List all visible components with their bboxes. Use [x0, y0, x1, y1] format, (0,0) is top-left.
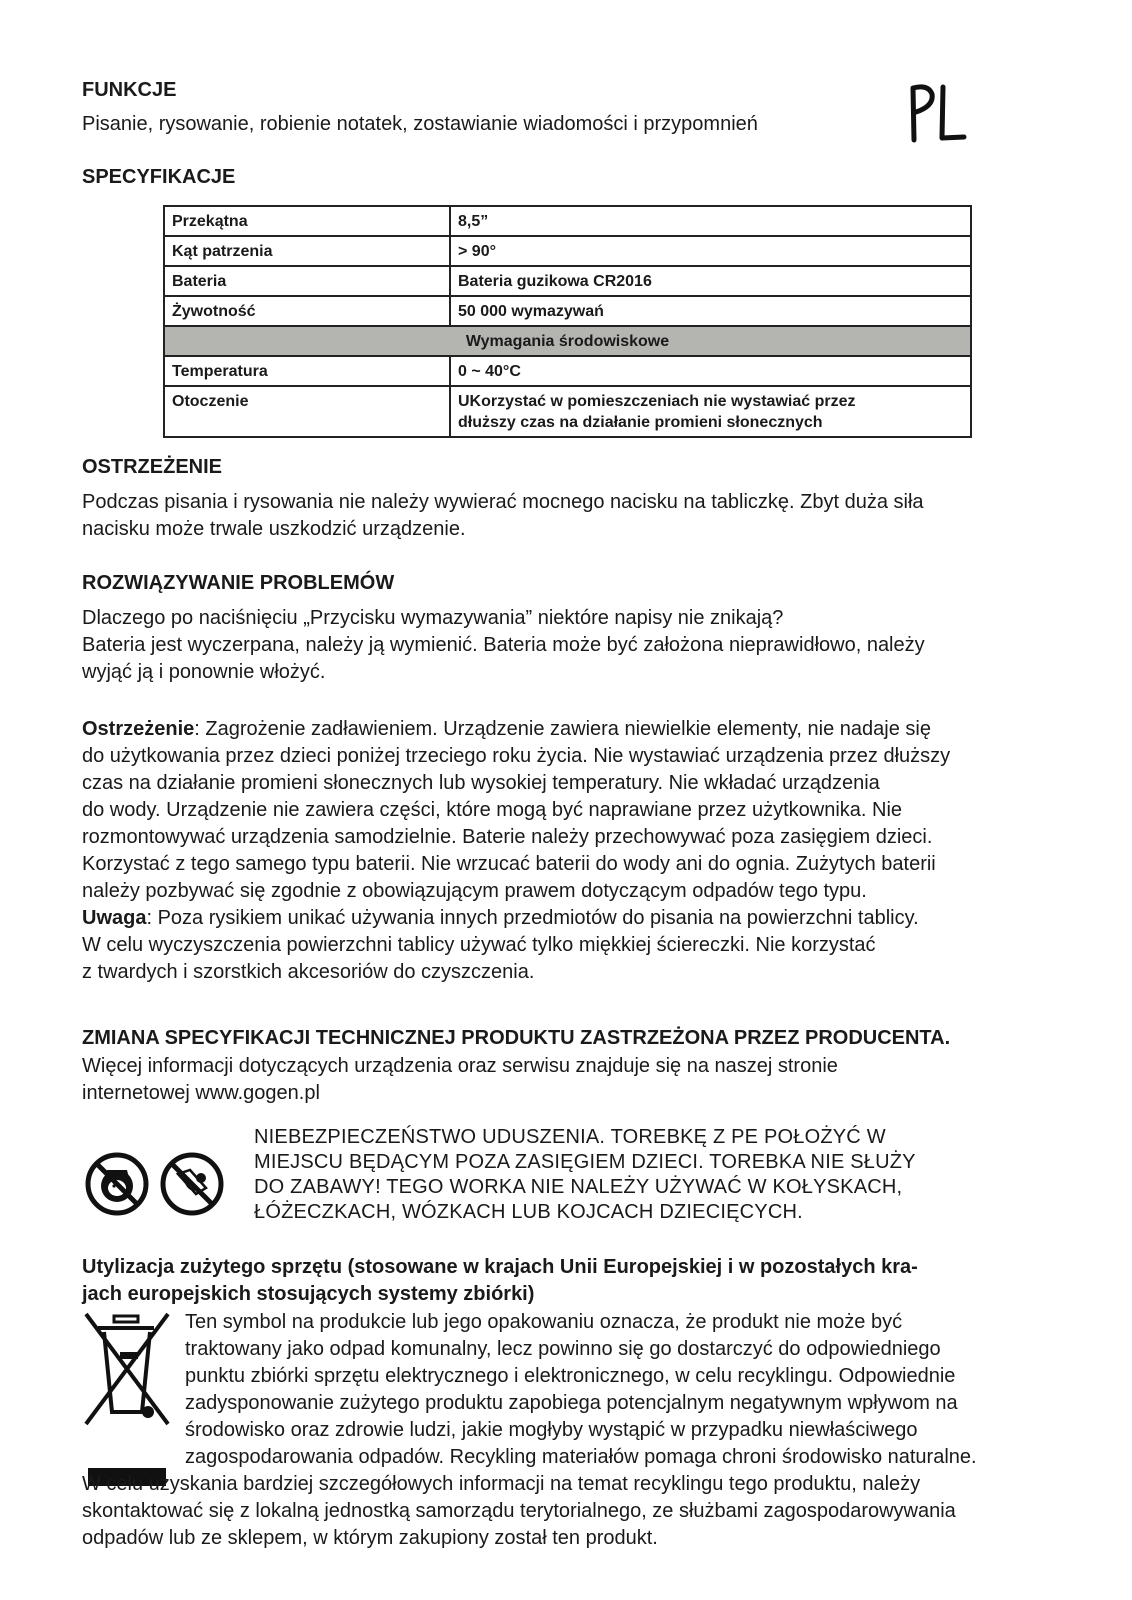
suffocation-line: DO ZABAWY! TEGO WORKA NIE NALEŻY UŻYWAĆ W KOŁYSKACH, [254, 1176, 903, 1198]
suffocation-line: NIEBEZPIECZEŃSTWO UDUSZENIA. TOREBKĘ Z PE POŁOŻYĆ W [254, 1126, 886, 1148]
spec-value-line: dłuższy czas na działanie promieni słonecznych [458, 414, 823, 431]
disposal-heading-line: jach europejskich stosujących systemy zbiórki) [82, 1283, 535, 1305]
disposal-line: punktu zbiórki sprzętu elektrycznego i elektronicznego, w celu recyklingu. Odpowiednie [185, 1365, 956, 1387]
spec-table [163, 205, 972, 438]
suffocation-line: MIEJSCU BĘDĄCYM POZA ZASIĘGIEM DZIECI. TOREBKA NIE SŁUŻY [254, 1151, 916, 1173]
spec-label: Żywotność [164, 296, 450, 326]
caution-line: czas na działanie promieni słonecznych lub wysokiej temperatury. Nie wkładać urządzenia [82, 772, 880, 794]
note-line [82, 905, 1102, 932]
note-line: W celu wyczyszczenia powierzchni tablicy używać tylko miękkiej ściereczki. Nie korzystać [82, 934, 876, 956]
spec-change-line: internetowej www.gogen.pl [82, 1082, 320, 1104]
caution-text: : Zagrożenie zadławieniem. Urządzenie zawiera niewielkie elementy, nie nadaje się [194, 718, 931, 740]
disposal-tail-line: W celu uzyskania bardziej szczegółowych informacji na temat recyklingu tego produktu, należy [82, 1473, 921, 1495]
spec-value: > 90° [450, 236, 971, 266]
spec-label: Otoczenie [164, 386, 450, 437]
spec-change-line: Więcej informacji dotyczących urządzenia oraz serwisu znajduje się na naszej stronie [82, 1055, 838, 1077]
spec-row [164, 386, 971, 437]
disposal-line: Ten symbol na produkcie lub jego opakowaniu oznacza, że produkt nie może być [185, 1311, 903, 1333]
spec-value: Bateria guzikowa CR2016 [450, 266, 971, 296]
functions-text: Pisanie, rysowanie, robienie notatek, zostawianie wiadomości i przypomnień [82, 113, 758, 135]
spec-value: 50 000 wymazywań [450, 296, 971, 326]
suffocation-line: ŁÓŻECZKACH, WÓZKACH LUB KOJCACH DZIECIĘCYCH. [254, 1201, 803, 1223]
warning-line: Podczas pisania i rysowania nie należy wywierać mocnego nacisku na tabliczkę. Zbyt duża siła [82, 491, 924, 513]
disposal-line: zadysponowanie zużytego produktu zapobiega potencjalnym negatywnym wpływom na [185, 1392, 958, 1414]
troubleshooting-line: Bateria jest wyczerpana, należy ją wymienić. Bateria może być założona nieprawidłowo, należy [82, 634, 925, 656]
spec-change-heading: ZMIANA SPECYFIKACJI TECHNICZNEJ PRODUKTU ZASTRZEŻONA PRZEZ PRODUCENTA. [82, 1027, 951, 1049]
spec-label: Kąt patrzenia [164, 236, 450, 266]
caution-line [82, 716, 1102, 743]
caution-line: rozmontowywać urządzenia samodzielnie. Baterie należy przechowywać poza zasięgiem dzieci. [82, 826, 933, 848]
troubleshooting-section [82, 571, 1082, 686]
note-line: z twardych i szorstkich akcesoriów do czyszczenia. [82, 961, 535, 983]
spec-value-line: UKorzystać w pomieszczeniach nie wystawiać przez [458, 393, 856, 410]
warning-section [82, 455, 1082, 543]
env-header: Wymagania środowiskowe [164, 326, 971, 356]
troubleshooting-line: Dlaczego po naciśnięciu „Przycisku wymazywania” niektóre napisy nie znikają? [82, 607, 784, 629]
disposal-text [185, 1309, 1085, 1471]
disposal-line: zagospodarowania odpadów. Recykling materiałów pomaga chroni środowisko naturalne. [185, 1446, 977, 1468]
caution-section [82, 716, 1102, 986]
troubleshooting-line: wyjąć ją i ponownie włożyć. [82, 661, 326, 683]
spec-label: Temperatura [164, 356, 450, 386]
no-baby-in-bag-icon [160, 1152, 224, 1216]
disposal-heading [82, 1254, 1122, 1308]
env-header-row [164, 326, 971, 356]
functions-heading: FUNKCJE [82, 79, 177, 101]
spec-label: Przekątna [164, 206, 450, 236]
spec-row [164, 296, 971, 326]
spec-row [164, 206, 971, 236]
caution-line: należy pozbywać się zgodnie z obowiązującym prawem dotyczącym odpadów tego typu. [82, 880, 867, 902]
spec-row [164, 266, 971, 296]
suffocation-warning [254, 1125, 1054, 1225]
disposal-tail-line: odpadów lub ze sklepem, w którym zakupiony został ten produkt. [82, 1527, 658, 1549]
spec-label: Bateria [164, 266, 450, 296]
disposal-line: traktowany jako odpad komunalny, lecz powinno się go dostarczyć do odpowiedniego [185, 1338, 941, 1360]
caution-label: Ostrzeżenie [82, 718, 195, 740]
troubleshooting-heading: ROZWIĄZYWANIE PROBLEMÓW [82, 572, 395, 594]
note-label: Uwaga [82, 907, 147, 929]
caution-line: do użytkowania przez dzieci poniżej trzeciego roku życia. Nie wystawiać urządzenia przez dłuższy [82, 745, 951, 767]
crossed-out-wheeled-bin-icon [82, 1312, 170, 1458]
spec-value: 0 ~ 40°C [450, 356, 971, 386]
warning-heading: OSTRZEŻENIE [82, 456, 223, 478]
disposal-heading-line: Utylizacja zużytego sprzętu (stosowane w krajach Unii Europejskiej i w pozostałych kra- [82, 1256, 918, 1278]
warning-line: nacisku może trwale uszkodzić urządzenie. [82, 518, 466, 540]
functions-section [82, 78, 922, 138]
caution-line: do wody. Urządzenie nie zawiera części, które mogą być naprawiane przez użytkownika. Nie [82, 799, 903, 821]
spec-value [450, 386, 971, 437]
spec-heading: SPECYFIKACJE [82, 166, 236, 188]
no-bag-over-head-icon [85, 1152, 149, 1216]
disposal-tail [82, 1471, 1122, 1552]
spec-row [164, 356, 971, 386]
disposal-line: środowisko oraz zdrowie ludzi, jakie mogłyby wystąpić w przypadku niewłaściwego [185, 1419, 918, 1441]
note-text: : Poza rysikiem unikać używania innych przedmiotów do pisania na powierzchni tablicy. [146, 907, 919, 929]
spec-value: 8,5” [450, 206, 971, 236]
spec-change-section [82, 1026, 1122, 1107]
disposal-tail-line: skontaktować się z lokalną jednostką samorządu terytorialnego, ze służbami zagospodarowywania [82, 1500, 956, 1522]
caution-line: Korzystać z tego samego typu baterii. Nie wrzucać baterii do wody ani do ognia. Zużytych baterii [82, 853, 936, 875]
spec-row [164, 236, 971, 266]
